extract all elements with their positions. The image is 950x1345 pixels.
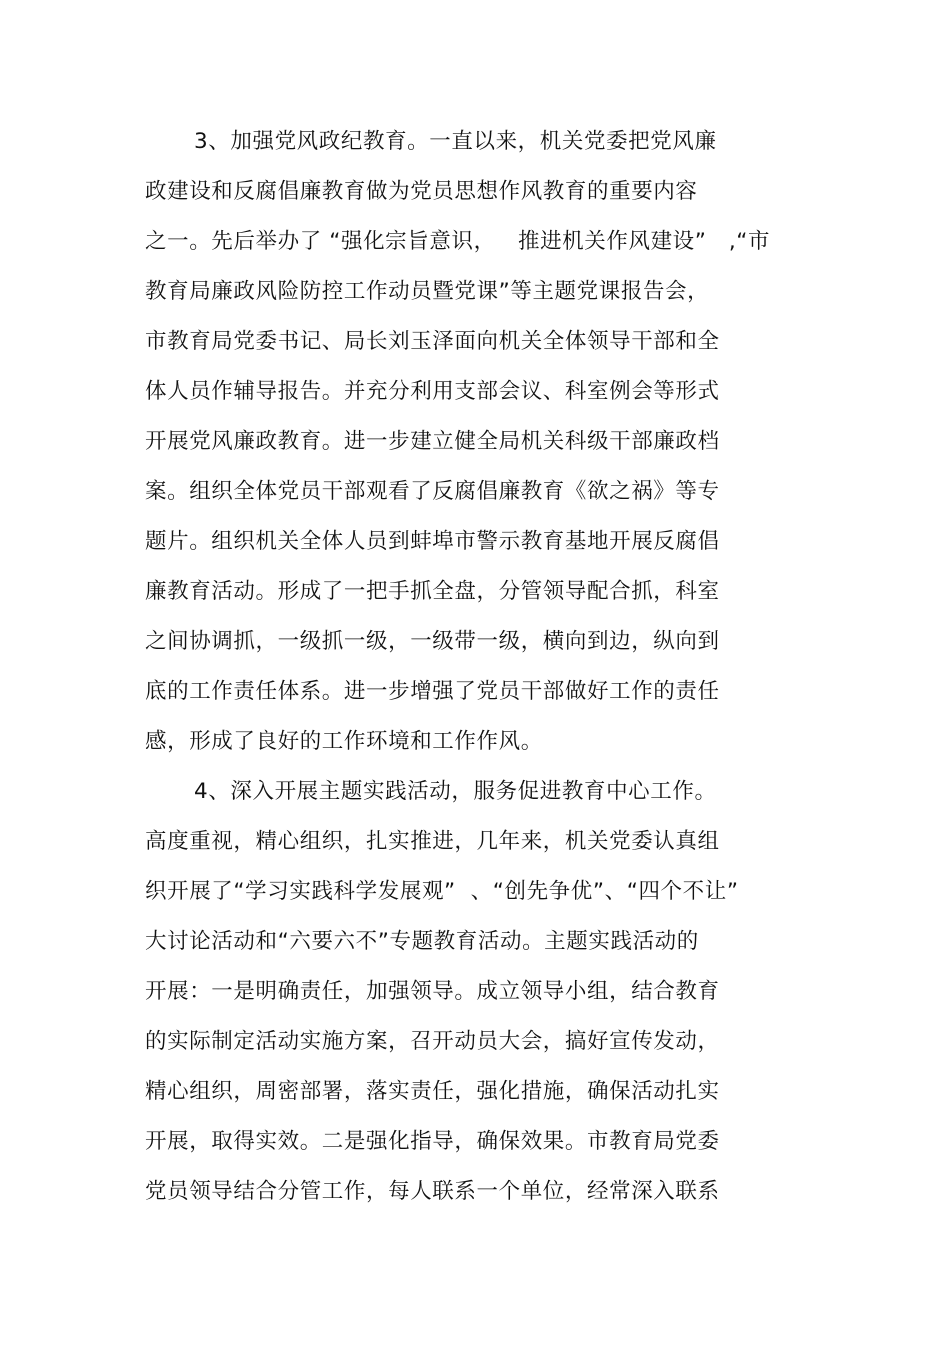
paragraph-3-line-4: 教育局廉政风险防控工作动员暨党课”等主题党课报告会， [145, 279, 710, 304]
paragraph-3-line-9: 题片。组织机关全体人员到蚌埠市警示教育基地开展反腐倡 [145, 529, 720, 554]
paragraph-3-line-3: 之一。先后举办了 “强化宗旨意识， 推进机关作风建设” ,“市 [145, 229, 771, 254]
paragraph-3-line-12: 底的工作责任体系。进一步增强了党员干部做好工作的责任 [145, 679, 720, 704]
paragraph-4-line-1: 4、深入开展主题实践活动，服务促进教育中心工作。 [194, 779, 717, 804]
paragraph-4-line-9: 党员领导结合分管工作，每人联系一个单位，经常深入联系 [145, 1179, 720, 1204]
paragraph-4-line-7: 精心组织，周密部署，落实责任，强化措施，确保活动扎实 [145, 1079, 720, 1104]
paragraph-3-line-13: 感，形成了良好的工作环境和工作作风。 [145, 729, 543, 754]
paragraph-3-line-6: 体人员作辅导报告。并充分利用支部会议、科室例会等形式 [145, 379, 720, 404]
paragraph-3-line-1: 3、加强党风政纪教育。一直以来，机关党委把党风廉 [194, 129, 717, 154]
paragraph-3-line-8: 案。组织全体党员干部观看了反腐倡廉教育《欲之祸》等专 [145, 479, 720, 504]
paragraph-3-line-10: 廉教育活动。形成了一把手抓全盘，分管领导配合抓，科室 [145, 579, 720, 604]
paragraph-4-line-6: 的实际制定活动实施方案，召开动员大会，搞好宣传发动， [145, 1029, 720, 1054]
paragraph-4-line-3: 织开展了“学习实践科学发展观” 、“创先争优”、“四个不让” [145, 879, 739, 904]
paragraph-4-line-4: 大讨论活动和“六要六不”专题教育活动。主题实践活动的 [145, 929, 699, 954]
paragraph-4-line-2: 高度重视，精心组织，扎实推进，几年来，机关党委认真组 [145, 829, 720, 854]
paragraph-3-line-7: 开展党风廉政教育。进一步建立健全局机关科级干部廉政档 [145, 429, 720, 454]
paragraph-4-line-8: 开展，取得实效。二是强化指导，确保效果。市教育局党委 [145, 1129, 720, 1154]
paragraph-4-line-5: 开展：一是明确责任，加强领导。成立领导小组，结合教育 [145, 979, 720, 1004]
paragraph-3-line-2: 政建设和反腐倡廉教育做为党员思想作风教育的重要内容 [145, 179, 698, 204]
paragraph-3-line-5: 市教育局党委书记、局长刘玉泽面向机关全体领导干部和全 [145, 329, 720, 354]
paragraph-3-line-11: 之间协调抓，一级抓一级，一级带一级，横向到边，纵向到 [145, 629, 720, 654]
